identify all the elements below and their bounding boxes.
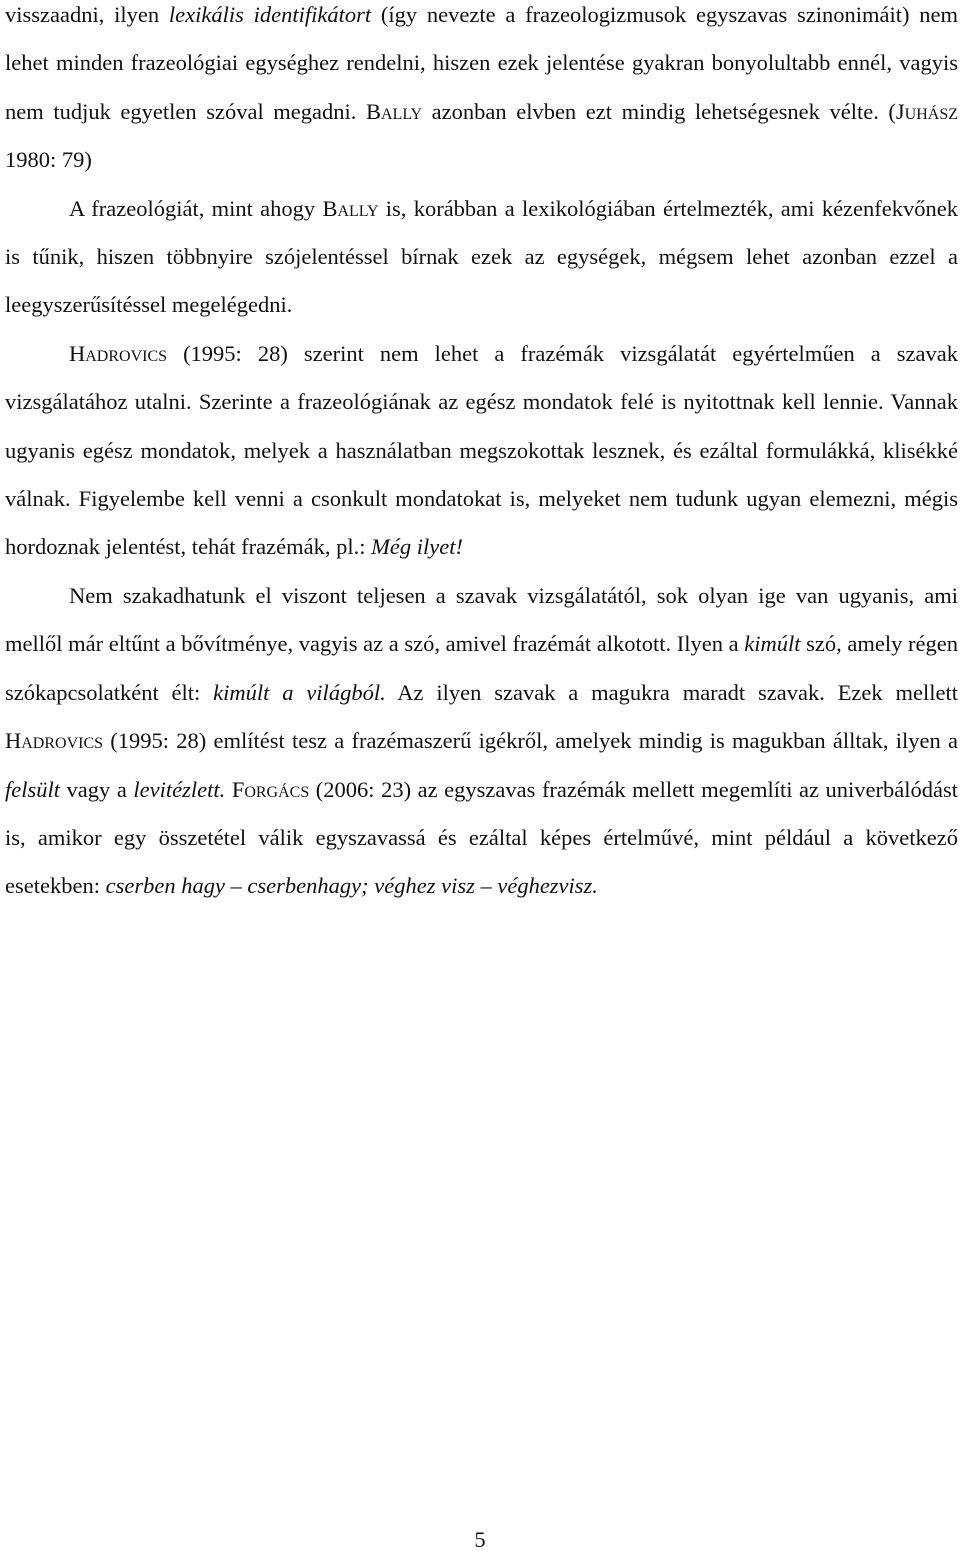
text-run: Nem szakadhatunk el viszont teljesen a szavak vizsgálatától, sok olyan ige van ugyanis, ami mellől már eltűnt a bővítménye, vagyis az a szó, amivel frazémát alkotott. Ilyen a: [5, 582, 958, 657]
text-run: azonban elvben ezt mindig lehetségesnek vélte. (: [422, 98, 896, 124]
text-run: 1980: 79): [5, 147, 92, 173]
page-number: 5: [474, 1527, 486, 1552]
italic-term: cserben hagy – cserbenhagy; véghez visz – véghezvisz.: [105, 873, 598, 899]
text-run: vagy a: [60, 776, 134, 802]
paragraph-1: [5, 0, 958, 185]
text-run: Az ilyen szavak a magukra maradt szavak. Ezek mellett: [385, 679, 958, 705]
text-run: szó, amely régen szókapcsolatként élt:: [5, 631, 958, 705]
text-run: (így nevezte a frazeologizmusok egyszavas szinonimáit) nem lehet minden frazeológiai egységhez rendelni, hiszen ezek jelentése gyakran bonyolultabb ennél, vagyis nem tudjuk egyetlen szóval megadni.: [5, 2, 959, 124]
author-name: Juhász: [895, 98, 958, 124]
author-name: Hadrovics: [5, 728, 104, 754]
paragraph-2: [5, 185, 958, 330]
italic-term: kimúlt a világból.: [213, 679, 386, 705]
italic-term: Még ilyet!: [371, 534, 463, 560]
italic-term: levitézlett.: [133, 776, 226, 802]
text-run: A frazeológiát, mint ahogy: [69, 195, 323, 221]
text-run: (1995: 28) szerint nem lehet a frazémák vizsgálatát egyértelműen a szavak vizsgálatához utalni. Szerinte a frazeológiának az egész mondatok felé is nyitottnak kell lennie. Vannak ugyanis egész mondatok, melyek a használatban megszokottak lesznek, és ezáltal formulákká, klisékké válnak. Figyelembe kell venni a csonkult mondatokat is, melyeket nem tudunk ugyan elemezni, mégis hordoznak jelentést, tehát frazémák, pl.:: [5, 340, 958, 560]
text-run: (2006: 23) az egyszavas frazémák mellett megemlíti az univerbálódást is, amikor egy összetétel válik egyszavassá és ezáltal képes értelművé, mint például a következő esetekben:: [5, 776, 958, 899]
text-run: (1995: 28) említést tesz a frazémaszerű igékről, amelyek mindig is magukban álltak, ilyen a: [103, 728, 958, 754]
text-run: is, korábban a lexikológiában értelmezték, ami kézenfekvőnek is tűnik, hiszen többnyire szójelentéssel bírnak ezek az egységek, mégsem lehet azonban ezzel a leegyszerűsítéssel megelégedni.: [5, 195, 958, 318]
author-name: Bally: [322, 195, 379, 221]
italic-term: lexikális identifikátort: [168, 2, 372, 27]
document-page: [5, 0, 958, 911]
text-run: visszaadni, ilyen: [5, 2, 169, 27]
author-name: Forgács: [231, 776, 310, 802]
author-name: Hadrovics: [69, 340, 168, 366]
paragraph-3: [5, 330, 958, 572]
italic-term: kimúlt: [744, 631, 801, 657]
author-name: Bally: [366, 98, 423, 124]
italic-term: felsült: [5, 776, 60, 802]
paragraph-4: [5, 572, 958, 911]
